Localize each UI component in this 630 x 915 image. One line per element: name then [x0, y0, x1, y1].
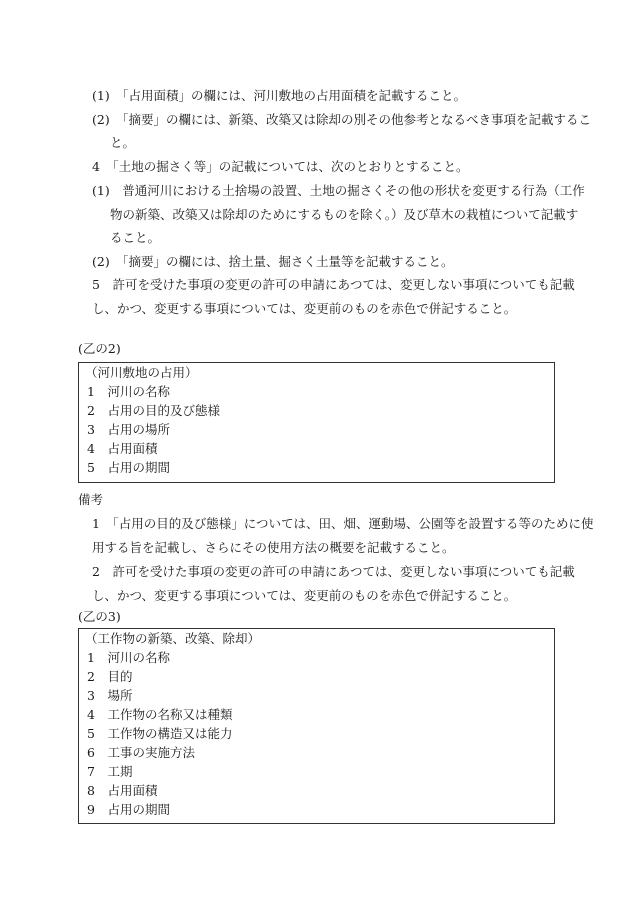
otsu2-box-title: （河川敷地の占用）	[85, 365, 198, 380]
otsu2-remark-1: 1 「占用の目的及び態様」については、田、畑、運動場、公園等を設置する等のために使	[92, 516, 594, 531]
otsu3-box-line: 3 場所	[87, 688, 133, 703]
item-5-change-permit-cont: し、かつ、変更する事項については、変更前のものを赤色で併記すること。	[92, 301, 517, 316]
item-4-1-cont-b: ること。	[110, 230, 161, 245]
otsu3-box-title: （工作物の新築、改築、除却）	[85, 631, 261, 646]
otsu2-form-box	[78, 362, 555, 483]
otsu2-box-line: 5 占用の期間	[87, 460, 170, 475]
item-2-remarks-cont: と。	[110, 135, 136, 150]
otsu3-form-box	[78, 628, 555, 824]
item-4-2-remarks: (2) 「摘要」の欄には、捨土量、掘さく土量等を記載すること。	[92, 254, 454, 269]
item-5-change-permit: 5 許可を受けた事項の変更の許可の申請にあつては、変更しない事項についても記載	[92, 277, 575, 292]
otsu2-remark-2-cont: し、かつ、変更する事項については、変更前のものを赤色で併記すること。	[92, 588, 517, 603]
otsu2-box-line: 3 占用の場所	[87, 422, 170, 437]
item-4-land-excavation: 4 「土地の掘さく等」の記載については、次のとおりとすること。	[92, 159, 469, 174]
otsu2-remark-1-cont: 用する旨を記載し、さらにその使用方法の概要を記載すること。	[92, 540, 455, 555]
otsu3-box-line: 9 占用の期間	[87, 802, 170, 817]
otsu2-remarks-heading: 備考	[78, 492, 104, 507]
otsu3-box-line: 7 工期	[87, 764, 133, 779]
otsu2-box-line: 2 占用の目的及び態様	[87, 403, 220, 418]
otsu2-remark-2: 2 許可を受けた事項の変更の許可の申請にあつては、変更しない事項についても記載	[92, 564, 575, 579]
otsu2-box-line: 1 河川の名称	[87, 384, 170, 399]
otsu3-box-line: 8 占用面積	[87, 783, 158, 798]
otsu3-heading: (乙の3)	[78, 609, 121, 624]
otsu3-box-line: 1 河川の名称	[87, 650, 170, 665]
otsu3-box-line: 4 工作物の名称又は種類	[87, 707, 233, 722]
otsu3-box-line: 5 工作物の構造又は能力	[87, 726, 233, 741]
item-1-occupied-area: (1) 「占用面積」の欄には、河川敷地の占用面積を記載すること。	[92, 88, 466, 103]
otsu3-box-line: 2 目的	[87, 669, 133, 684]
item-4-1-ordinary-river: (1) 普通河川における土捨場の設置、土地の掘さくその他の形状を変更する行為（工作	[92, 183, 585, 198]
item-2-remarks: (2) 「摘要」の欄には、新築、改築又は除却の別その他参考となるべき事項を記載するこ	[92, 112, 591, 127]
otsu2-heading: (乙の2)	[78, 341, 121, 356]
otsu2-box-line: 4 占用面積	[87, 441, 158, 456]
otsu3-box-line: 6 工事の実施方法	[87, 745, 195, 760]
item-4-1-cont-a: 物の新築、改築又は除却のためにするものを除く。）及び草木の栽植について記載す	[110, 207, 579, 222]
